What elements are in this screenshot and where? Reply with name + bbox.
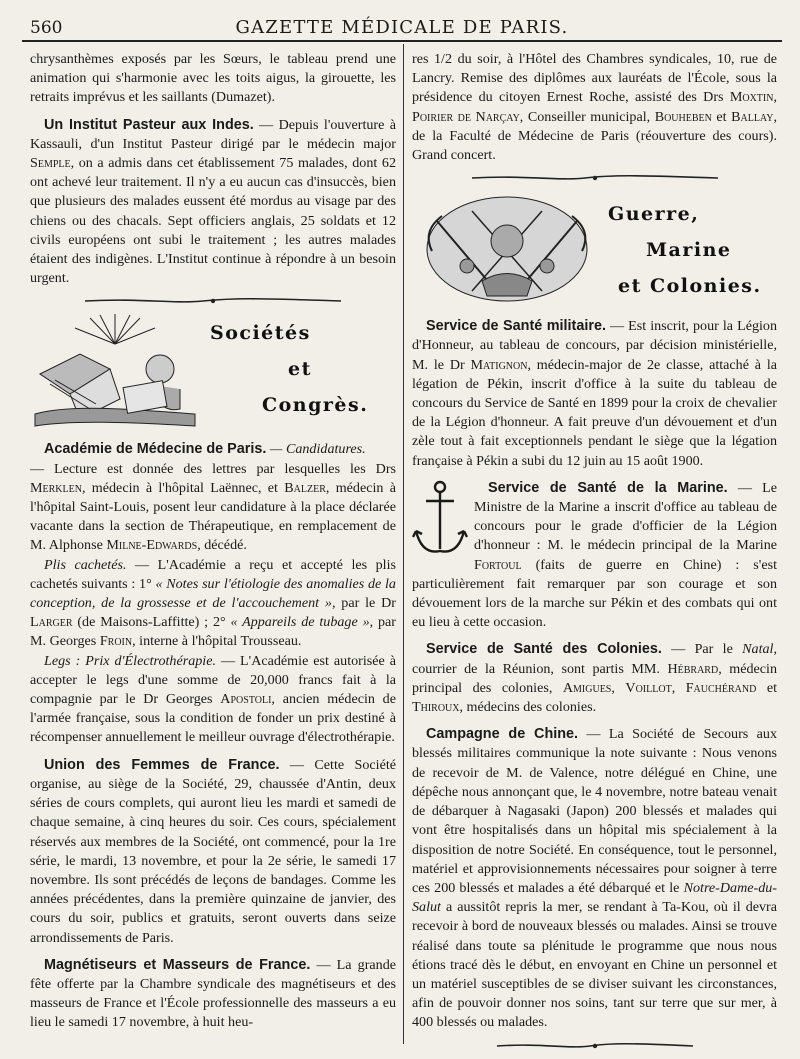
vignette-societes-congres: [30, 314, 396, 432]
article-plis-cachetes: Plis cachetés. — L'Académie a reçu et accepté les plis cachetés suivants : 1° « Notes sur l'étiologie des anomalies de la conception, de la grossesse et de l'accouchement », par le Dr Larger (de Maisons-Laffitte) ; 2° « Appareils de tubage », par M. Georges Froin, interne à l'hôpital Trousseau.: [30, 556, 396, 650]
article-continuation: chrysanthèmes exposés par les Sœurs, le tableau prend une animation qui s'harmonie avec les toits aigus, la girouette, les retraits imprévus et les saillants (Dumazet).: [30, 51, 396, 106]
vignette-title-line: Sociétés: [210, 322, 311, 345]
right-column: [412, 50, 777, 1059]
section-heading: Service de Santé des Colonies.: [426, 641, 662, 658]
vignette-title-line: Guerre,: [608, 203, 700, 226]
left-column: [30, 50, 396, 1033]
vignette-title-line: Marine: [646, 239, 732, 262]
vignette-title-line: et: [288, 358, 312, 381]
article-magnetiseurs: Magnétiseurs et Masseurs de France. — La grande fête offerte par la Chambre syndicale des magnétiseurs et des masseurs de France et l'École professionnelle des masseurs a eu lieu le samedi 17 novembre, à huit heu-: [30, 956, 396, 1031]
section-heading: Magnétiseurs et Masseurs de France.: [44, 956, 311, 973]
article-institut-pasteur: Un Institut Pasteur aux Indes. — Depuis l'ouverture à Kassauli, d'un Institut Pasteur dirigé par le médecin major Semple, on a admis dans cet établissement 75 malades, dont 62 ont achevé leur traitement. Il n'y a eu aucun cas d'insuccès, bien que plusieurs des malades eussent été mordus au visage par des chiens ou des chacals. Sept officiers anglais, 25 soldats et 12 civils européens ont subi le traitement ; les autres malades étaient des indigènes. L'Institut continue à répondre à un besoin urgent.: [30, 116, 397, 287]
header-rule: [22, 40, 782, 42]
engraving-illustration: [412, 191, 602, 309]
section-heading: Service de Santé de la Marine.: [488, 479, 728, 496]
column-divider: [403, 44, 404, 1044]
engraving-illustration: [30, 314, 200, 432]
ornament-divider: [30, 296, 396, 306]
section-heading: Campagne de Chine.: [426, 726, 579, 743]
ornament-divider: [412, 1041, 777, 1051]
vignette-title-line: Congrès.: [262, 394, 369, 417]
page-header: [22, 14, 782, 40]
article-sante-militaire: Service de Santé militaire. — Est inscrit, pour la Légion d'Honneur, au tableau de concours, par décision ministérielle, M. le Dr Matignon, médecin-major de 2e classe, attaché à la légation de Pékin, inscrit d'office à la suite du tableau de concours du Service de Santé en 1899 pour la croix de chevalier de la Légion d'honneur. A fait preuve d'un dévouement et d'un zèle tout à fait exceptionnels pendant le siège que la légation française à Pékin a subi du 12 juin au 15 août 1900.: [412, 318, 778, 469]
article-academie: Académie de Médecine de Paris. — Candidatures. — Lecture est donnée des lettres par lesquelles les Drs Merklen, médecin à l'hôpital Laënnec, et Balzer, médecin à l'hôpital Saint-Louis, posent leur candidature à la place déclarée vacante dans la section de Thérapeutique, en remplacement de M. Alphonse Milne-Edwards, décédé.: [30, 441, 396, 554]
article-legs: Legs : Prix d'Électrothérapie. — L'Académie est autorisée à accepter le legs d'une somme de 20,000 francs fait à la compagnie par le Dr Georges Apostoli, ancien médecin de l'armée française, sous la condition de fonder un prix destiné à récompenser annuellement le meilleur ouvrage d'électrothérapie.: [30, 652, 397, 746]
article-campagne-chine: Campagne de Chine. — La Société de Secours aux blessés militaires communique la note suivante : Nous venons de recevoir de M. de Valence, notre délégué en Chine, une dépêche nous annonçant que, le 4 novembre, notre bateau venait de débarquer à Nagasaki (Japon) 200 blessés et malades qui vont être hospitalisés dans un hôpital mis spécialement à la disposition de notre Société. En conséquence, tout le personnel, matériel et approvisionnements nécessaires pour soigner à terre ces 200 blessés et malades a été débarqué et le Notre-Dame-du-Salut a aussitôt repris la mer, se rendant à Ta-Kou, où il devra recevoir à bord de nouveaux blessés ou malades. Ainsi se trouve réalisé dans toute sa plénitude le programme que nous nous étions tracé dès le début, en envoyant en Chine un personnel et un matériel susceptibles de se diviser suivant les circonstances, afin de pouvoir donner nos soins, tant sur terre que sur mer, à 400 blessés ou malades.: [412, 726, 777, 1031]
article-union-femmes: Union des Femmes de France. — Cette Société organise, au siège de la Société, 29, chaussée d'Antin, deux séries de cours complets, qui auront lieu les mardi et samedi de chaque semaine, à cinq heures du soir. Ces cours, spécialement réservés aux membres de la Société, ont commencé, pour la 1re série, le mardi, 13 novembre, et pour la 2e série, le samedi 17 novembre. Ils sont précédés de leçons de bandages. Comme les années précédentes, dans la première quinzaine de janvier, des cours du soir, publics et gratuits, seront ouverts dans seize arrondissements de Paris.: [30, 756, 397, 946]
page-number: 560: [30, 18, 63, 38]
article-sante-colonies: Service de Santé des Colonies. — Par le Natal, courrier de la Réunion, sont partis MM. Hébrard, médecin principal des colonies, Amigues, Voillot, Fauchérand et Thiroux, médecins des colonies.: [412, 641, 778, 716]
article-continuation: res 1/2 du soir, à l'Hôtel des Chambres syndicales, 10, rue de Lancry. Remise des diplômes aux lauréats de l'École, sous la présidence du citoyen Ernest Roche, assisté des Drs Moxtin, Poirier de Narçay, Conseiller municipal, Bouheben et Ballay, de la Faculté de Médecine de Paris (réouverture des cours). Grand concert.: [412, 51, 777, 164]
journal-title: GAZETTE MÉDICALE DE PARIS.: [235, 17, 569, 38]
section-heading: Service de Santé militaire.: [426, 318, 606, 335]
vignette-title-line: et Colonies.: [618, 275, 762, 298]
vignette-guerre-marine-colonies: [412, 191, 777, 309]
ornament-divider: [412, 173, 777, 183]
anchor-icon: [412, 479, 468, 561]
article-sante-marine: Service de Santé de la Marine. — Le Ministre de la Marine a inscrit d'office au tableau de concours pour le grade d'officier de la Légion d'honneur : M. le médecin principal de la Marine Fortoul (faits de guerre en Chine) : s'est particulièrement fait remarquer par son courage et son dévouement lors de la marche sur Pékin et des combats qui ont eu lieu à cette occasion.: [412, 479, 777, 631]
section-heading: Union des Femmes de France.: [44, 756, 280, 773]
section-heading: Académie de Médecine de Paris.: [44, 441, 267, 458]
section-heading: Un Institut Pasteur aux Indes.: [44, 116, 254, 133]
